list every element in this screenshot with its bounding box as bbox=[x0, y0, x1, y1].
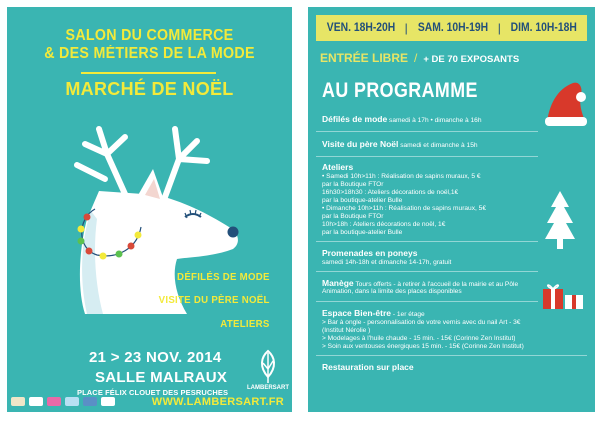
partner-logo-icon bbox=[83, 397, 97, 406]
manege-title: Manège bbox=[322, 278, 354, 288]
title-divider bbox=[81, 72, 216, 74]
section-visite bbox=[322, 140, 478, 150]
poneys-detail: samedi 14h-18h et dimanche 14-17h, gratuit bbox=[322, 259, 452, 266]
defiles-title: Défilés de mode bbox=[322, 114, 388, 124]
schedule-friday: VEN. 18H-20H bbox=[326, 22, 395, 34]
ateliers-line: 10h>18h : Ateliers décorations de noël, 1€ bbox=[322, 221, 446, 228]
schedule-separator: | bbox=[404, 21, 408, 35]
schedule-sunday: DIM. 10H-18H bbox=[510, 22, 577, 34]
bienetre-title: Espace Bien-être bbox=[322, 308, 391, 318]
poster-left bbox=[7, 7, 292, 412]
partner-logo-icon bbox=[47, 397, 61, 406]
entry-separator: / bbox=[414, 51, 418, 65]
visite-detail: samedi et dimanche à 15h bbox=[400, 142, 478, 149]
section-bienetre bbox=[322, 309, 425, 319]
section-divider bbox=[316, 271, 538, 272]
santa-hat-icon bbox=[543, 75, 589, 131]
manege-line: Animation, dans la limite des places disponibles bbox=[322, 288, 462, 295]
program-panel bbox=[308, 7, 595, 412]
section-divider bbox=[316, 355, 587, 356]
ateliers-line: • Samedi 10h>11h : Réalisation de sapins muraux, 5 € bbox=[322, 173, 481, 180]
event-venue: SALLE MALRAUX bbox=[95, 369, 228, 386]
partner-logos bbox=[11, 397, 115, 406]
partner-logo-icon bbox=[29, 397, 43, 406]
title-salon: SALON DU COMMERCE bbox=[65, 27, 234, 44]
partner-logo-icon bbox=[65, 397, 79, 406]
section-defiles bbox=[322, 115, 482, 125]
ateliers-line: par la boutique-atelier Bulle bbox=[322, 197, 403, 204]
exhibitors-count: + DE 70 EXPOSANTS bbox=[423, 54, 520, 65]
section-divider bbox=[316, 241, 538, 242]
bienetre-detail: - 1er étage bbox=[392, 311, 425, 318]
ateliers-line: 16h30>18h30 : Ateliers décorations de noël,1€ bbox=[322, 189, 459, 196]
event-address: PLACE FÉLIX CLOUET DES PESRUCHES bbox=[77, 388, 229, 397]
menu-defiles: DÉFILÉS DE MODE bbox=[177, 271, 270, 283]
bienetre-line: > Bar à ongle - personnalisation de votre vernis avec du nail Art - 3€ bbox=[322, 319, 521, 326]
title-metiers: & DES MÉTIERS DE LA MODE bbox=[44, 45, 255, 62]
partner-logo-icon bbox=[11, 397, 25, 406]
section-divider bbox=[316, 131, 538, 132]
defiles-detail: samedi à 17h • dimanche à 16h bbox=[389, 117, 482, 124]
snowy-tree-icon bbox=[543, 189, 577, 251]
ateliers-line: par la Boutique FTOr bbox=[322, 181, 384, 188]
restauration-title: Restauration sur place bbox=[322, 362, 414, 372]
bienetre-line: (Institut Nérolie ) bbox=[322, 327, 371, 334]
menu-ateliers: ATELIERS bbox=[220, 318, 270, 330]
ateliers-line: par la Boutique FTOr bbox=[322, 213, 384, 220]
schedule-band bbox=[316, 15, 587, 41]
lambersart-logo-text: LAMBERSART bbox=[247, 385, 289, 391]
poneys-title: Promenades en poneys bbox=[322, 248, 418, 258]
manege-line: Tours offerts - à retirer à l'accueil de la mairie et au Pôle bbox=[355, 281, 519, 288]
lambersart-logo-icon bbox=[253, 347, 283, 387]
bienetre-line: > Soin aux ventouses énergiques 15 min. - 15€ (Corinne Zen Institut) bbox=[322, 343, 524, 350]
website-url[interactable]: WWW.LAMBERSART.FR bbox=[151, 396, 284, 408]
ateliers-title: Ateliers bbox=[322, 162, 354, 172]
schedule-saturday: SAM. 10H-19H bbox=[417, 22, 488, 34]
visite-title: Visite du père Noël bbox=[322, 139, 399, 149]
bienetre-line: > Modelages à l'huile chaude - 15 min. - 15€ (Corinne Zen Institut) bbox=[322, 335, 516, 342]
schedule-separator: | bbox=[497, 21, 501, 35]
ateliers-line: • Dimanche 10h>11h : Réalisation de sapins muraux, 5€ bbox=[322, 205, 487, 212]
event-dates: 21 > 23 NOV. 2014 bbox=[89, 349, 222, 366]
menu-visite: VISITE DU PÈRE NOËL bbox=[159, 294, 270, 306]
section-divider bbox=[316, 301, 538, 302]
entree-libre: ENTRÉE LIBRE bbox=[320, 51, 409, 65]
program-title: AU PROGRAMME bbox=[322, 79, 478, 102]
ateliers-line: par la boutique-atelier Bulle bbox=[322, 229, 403, 236]
partner-logo-icon bbox=[101, 397, 115, 406]
entry-info bbox=[320, 51, 519, 65]
section-divider bbox=[316, 156, 538, 157]
title-marche: MARCHÉ DE NOËL bbox=[65, 79, 234, 99]
gift-boxes-icon bbox=[539, 275, 589, 313]
